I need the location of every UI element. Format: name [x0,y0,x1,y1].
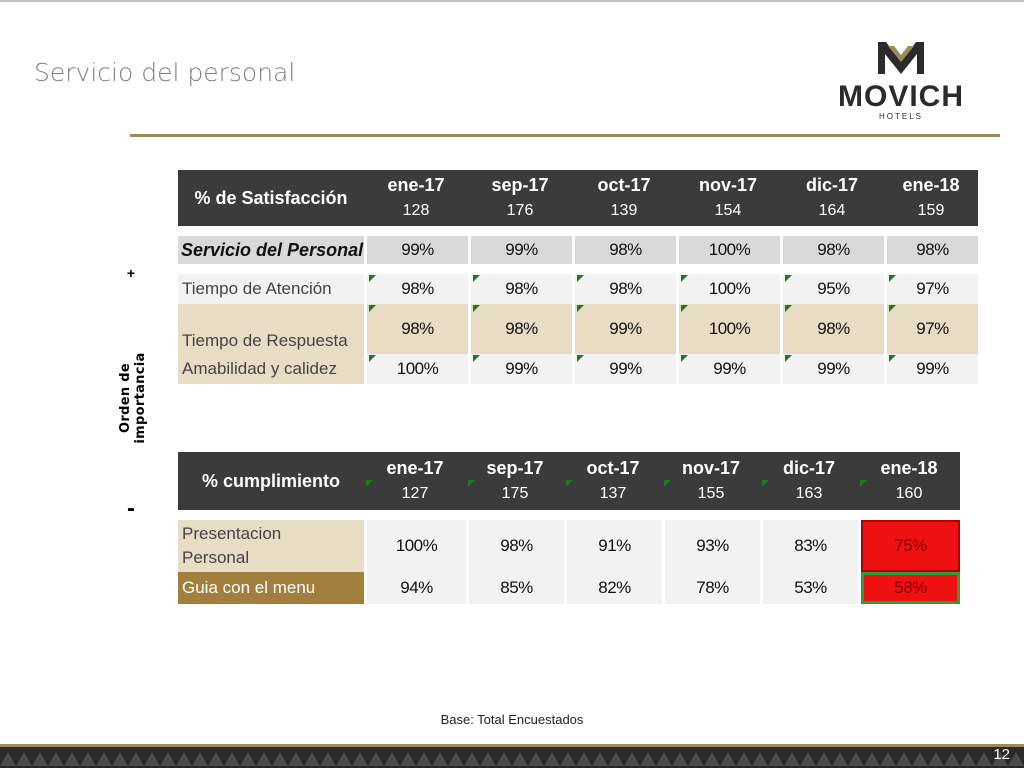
value-text: 97% [916,319,949,338]
value-cell [468,354,572,384]
row-label: Tiempo de Atención [178,274,364,304]
decorative-footer-band [0,744,1024,768]
row-label: Amabilidad y calidez [178,354,364,384]
table-row [178,304,978,354]
table-row [178,354,978,384]
page-title: Servicio del personal [34,58,296,87]
spacer [178,510,960,520]
flag-icon [577,355,584,362]
compliance-header-row [178,452,960,510]
value-cell: 91% [564,520,662,572]
flag-icon [473,275,480,282]
flag-icon [369,305,376,312]
month-label: ene-18 [902,175,960,195]
month-header [760,452,858,510]
summary-label: Servicio del Personal [178,236,364,264]
month-header [468,170,572,226]
compliance-table [178,452,960,604]
satisfaction-table [178,170,978,384]
value-cell: 99% [468,236,572,264]
value-cell: 82% [564,572,662,604]
value-cell [364,274,468,304]
value-cell: 53% [760,572,858,604]
spacer [178,226,978,236]
base-count: 127 [401,485,429,502]
value-text: 97% [916,279,949,298]
value-cell [884,274,978,304]
month-label: sep-17 [491,175,549,195]
month-header [364,170,468,226]
value-cell [676,274,780,304]
flag-icon [681,275,688,282]
value-cell: 98% [780,236,884,264]
month-header [780,170,884,226]
value-cell: 93% [662,520,760,572]
row-label-line: Presentacion [182,524,282,543]
month-label: nov-17 [681,458,741,478]
value-text: 99% [817,359,850,378]
row-label: Guia con el menu [178,572,364,604]
logo-sub: HOTELS [878,112,924,121]
value-cell: 94% [364,572,466,604]
value-text: 100% [708,279,751,298]
flag-icon [785,355,792,362]
value-text: 95% [817,279,850,298]
value-cell [676,304,780,354]
month-header [364,452,466,510]
importance-plus: + [126,265,136,281]
flag-icon [366,480,373,487]
value-text: 98% [401,319,434,338]
satisfaction-header-row [178,170,978,226]
month-label: sep-17 [486,458,544,478]
value-text: 98% [505,319,538,338]
value-text: 98% [505,279,538,298]
month-label: dic-17 [805,175,859,195]
base-count: 175 [501,485,529,502]
movich-hotels-logo [816,38,986,122]
base-note: Base: Total Encuestados [440,712,584,727]
flag-icon [889,275,896,282]
month-label: dic-17 [782,458,836,478]
importance-minus: - [127,495,135,522]
base-count: 160 [895,485,923,502]
flag-icon [577,275,584,282]
row-label-line: Personal [182,548,250,567]
value-text: 98% [817,319,850,338]
value-cell [572,304,676,354]
flag-icon [369,355,376,362]
satisfaction-header-label: % de Satisfacción [194,187,348,208]
flag-icon [860,480,867,487]
month-header [676,170,780,226]
flag-icon [762,480,769,487]
month-label: ene-17 [387,175,445,195]
value-text: 99% [609,319,642,338]
base-count: 163 [795,485,823,502]
month-header [572,170,676,226]
value-text: 100% [396,359,439,378]
flag-icon [889,355,896,362]
flag-icon [468,480,475,487]
value-cell: 98% [466,520,564,572]
flag-icon [889,305,896,312]
value-cell: 98% [884,236,978,264]
flag-icon [785,275,792,282]
title-divider [130,134,1000,137]
base-count: 176 [506,202,534,219]
alert-value-cell: 58% [858,572,960,604]
base-count: 164 [818,202,846,219]
value-cell: 100% [676,236,780,264]
logo-mark [878,42,924,74]
value-cell: 99% [364,236,468,264]
month-label: ene-18 [880,458,938,478]
month-header [858,452,960,510]
importance-label: Orden de importancia [118,352,148,444]
table-row [178,572,960,604]
flag-icon [681,355,688,362]
month-label: nov-17 [698,175,758,195]
value-text: 99% [713,359,746,378]
value-cell: 85% [466,572,564,604]
value-cell: 78% [662,572,760,604]
value-cell [780,304,884,354]
table-row [178,274,978,304]
value-cell [676,354,780,384]
value-text: 99% [505,359,538,378]
month-header [466,452,564,510]
flag-icon [473,355,480,362]
compliance-header-label: % cumplimiento [201,470,340,491]
importance-axis [118,265,148,525]
value-cell [364,354,468,384]
month-label: oct-17 [586,458,640,478]
month-header [662,452,760,510]
value-cell: 100% [364,520,466,572]
row-label: Tiempo de Respuesta [178,304,364,354]
value-text: 99% [609,359,642,378]
value-cell: 83% [760,520,858,572]
value-cell [780,274,884,304]
flag-icon [577,305,584,312]
flag-icon [785,305,792,312]
base-count: 137 [599,485,627,502]
value-cell [364,304,468,354]
base-count: 128 [402,202,430,219]
base-count: 155 [697,485,725,502]
value-cell [780,354,884,384]
month-header [884,170,978,226]
base-count: 159 [917,202,945,219]
month-label: ene-17 [386,458,444,478]
value-cell [572,274,676,304]
flag-icon [664,480,671,487]
alert-value-cell: 75% [858,520,960,572]
value-cell [572,354,676,384]
row-label [178,520,364,572]
summary-row [178,236,978,264]
flag-icon [473,305,480,312]
month-header [564,452,662,510]
page-number: 12 [993,746,1010,763]
month-label: oct-17 [597,175,651,195]
base-count: 139 [610,202,638,219]
value-cell [884,354,978,384]
flag-icon [566,480,573,487]
value-text: 98% [609,279,642,298]
value-cell [468,304,572,354]
top-border [0,0,1024,2]
table-row [178,520,960,572]
value-cell [884,304,978,354]
value-text: 100% [708,319,751,338]
value-text: 99% [916,359,949,378]
value-text: 98% [401,279,434,298]
spacer [178,264,978,274]
flag-icon [369,275,376,282]
logo-brand: MOVICH [838,80,964,113]
value-cell [468,274,572,304]
value-cell: 98% [572,236,676,264]
flag-icon [681,305,688,312]
base-count: 154 [714,202,742,219]
